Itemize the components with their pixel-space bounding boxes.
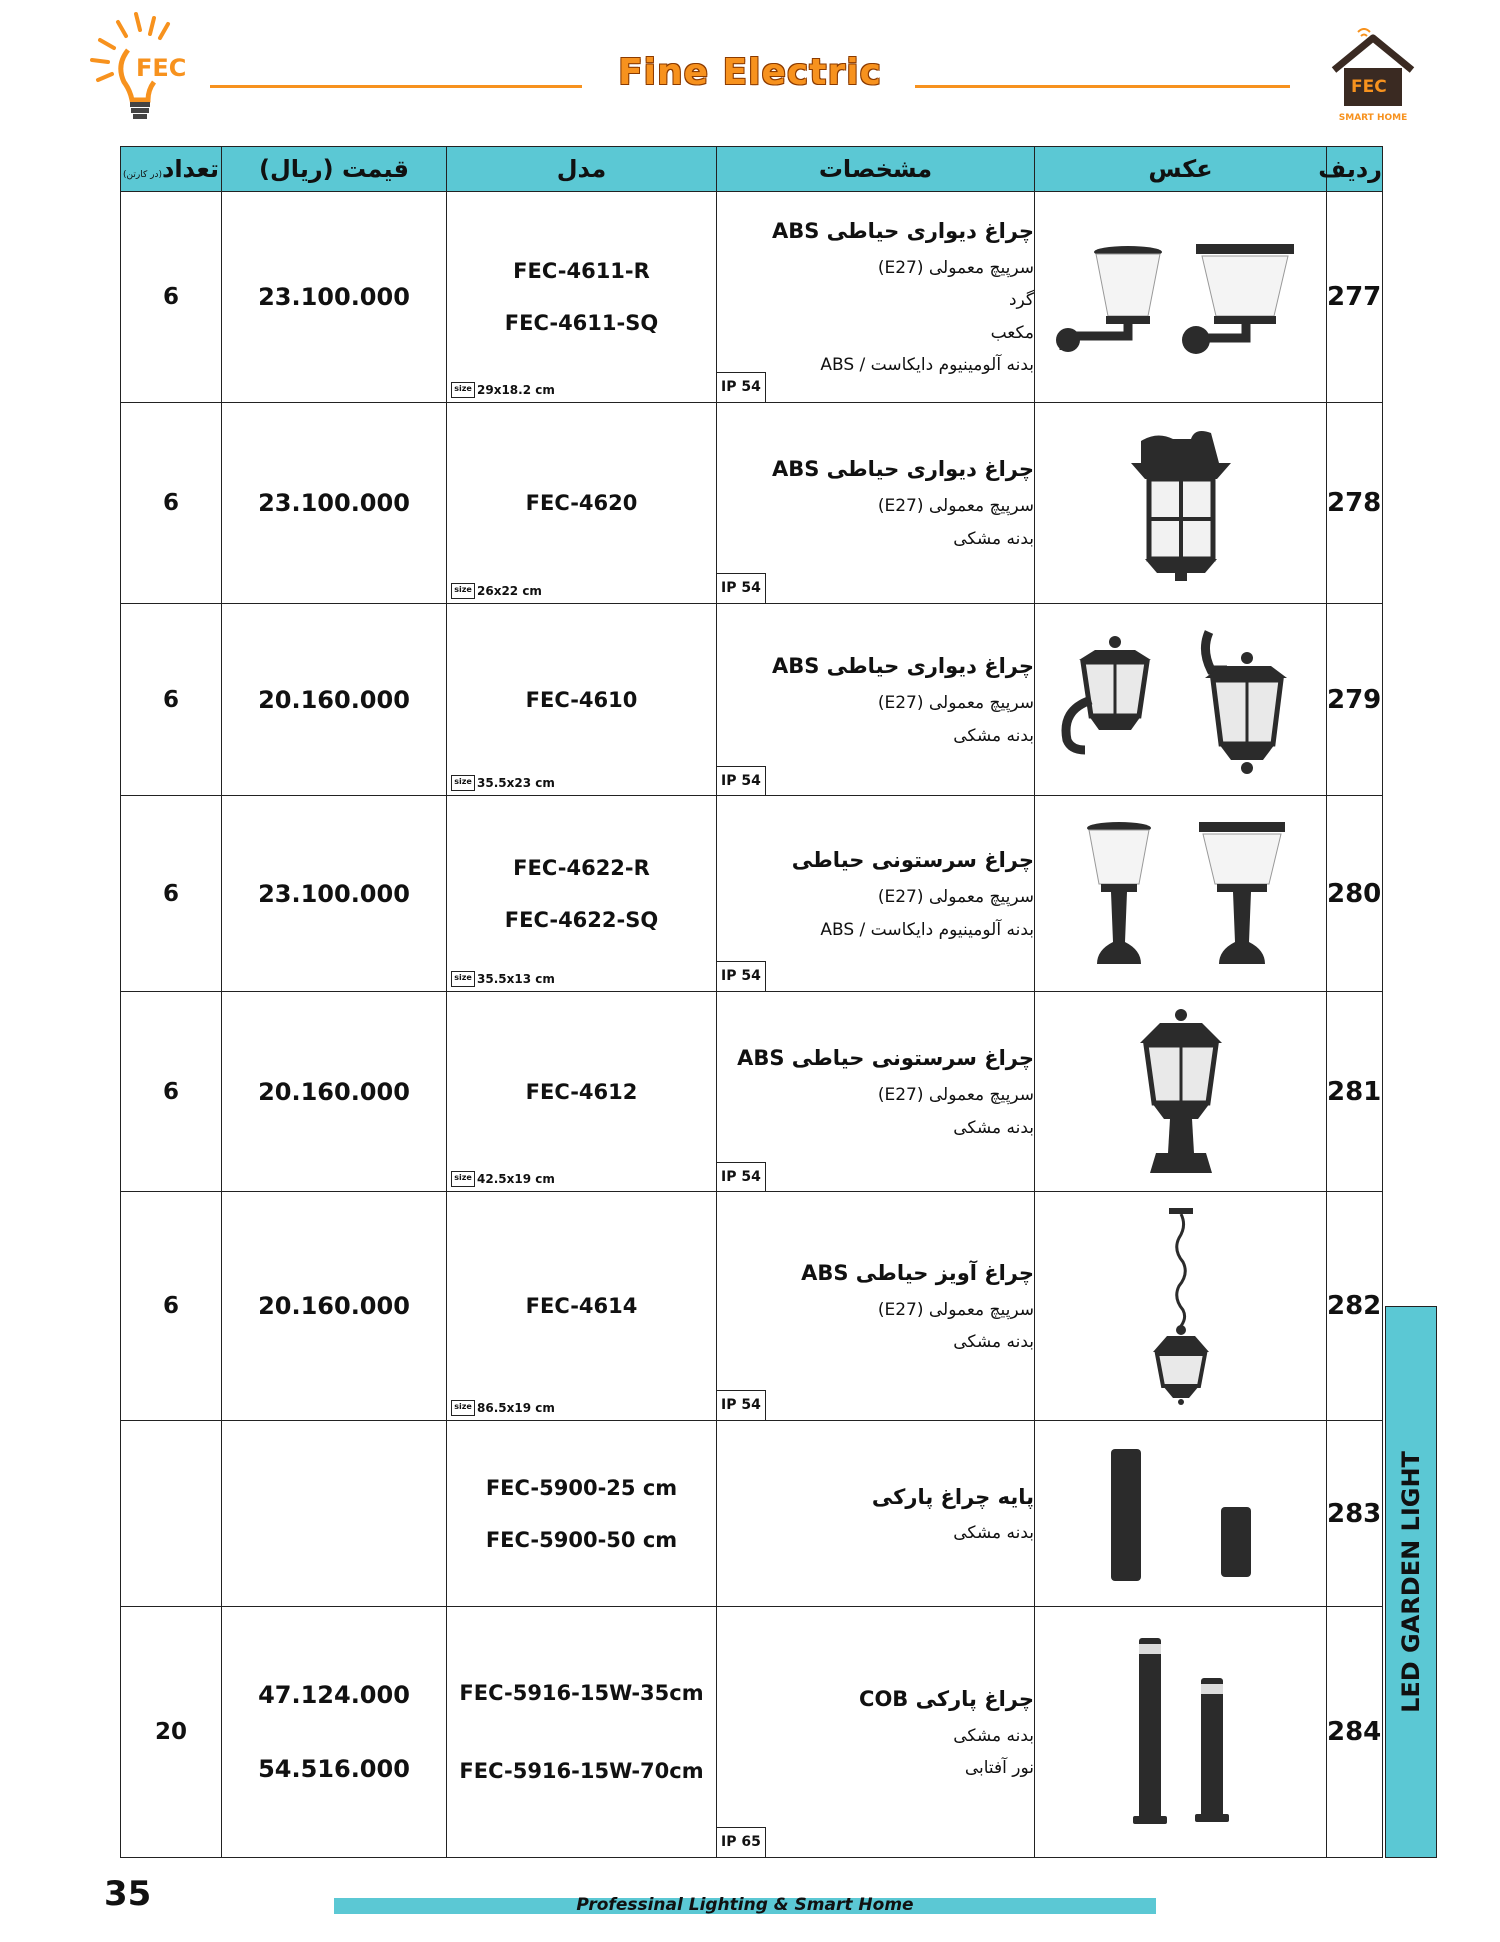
spec-line: بدنه مشکی	[953, 1725, 1034, 1746]
qty-cell	[121, 1420, 222, 1606]
logo-right-text: FEC	[1351, 77, 1387, 97]
size-value: 29x18.2 cm	[477, 382, 555, 397]
model-cell	[447, 796, 717, 991]
spec-line: سرپیچ معمولی (E27)	[877, 258, 1034, 279]
size-icon: size	[451, 583, 475, 599]
size-value: 35.5x23 cm	[477, 776, 555, 791]
ip-rating: IP 54	[717, 1162, 766, 1192]
spec-line: بدنه آلومینیوم دایکاست / ABS	[820, 919, 1034, 940]
size-value: 42.5x19 cm	[477, 1172, 555, 1187]
price-cell	[222, 796, 447, 991]
table-header-row	[121, 147, 1383, 192]
footer-tagline: Professinal Lighting & Smart Home	[576, 1895, 914, 1915]
size-label	[451, 1171, 555, 1187]
row-number: 283	[1327, 1420, 1383, 1606]
spec-line: سرپیچ معمولی (E27)	[877, 887, 1034, 908]
row-number: 282	[1327, 1192, 1383, 1421]
category-side-tab	[1385, 1306, 1437, 1858]
spec-line: سرپیچ معمولی (E27)	[877, 1085, 1034, 1106]
spec-line: بدنه مشکی	[953, 1332, 1034, 1353]
model-code: FEC-5900-25 cm	[485, 1475, 678, 1500]
price-cell	[222, 991, 447, 1191]
model-code: FEC-5900-50 cm	[485, 1527, 678, 1552]
spec-cell	[717, 192, 1035, 403]
table-row	[121, 192, 1383, 403]
spec-cell	[717, 1420, 1035, 1606]
table-row	[121, 1420, 1383, 1606]
category-label: LED GARDEN LIGHT	[1397, 1451, 1425, 1713]
spec-line: سرپیچ معمولی (E27)	[877, 496, 1034, 517]
spec-cell	[717, 603, 1035, 795]
price-cell	[222, 1192, 447, 1421]
model-cell	[447, 402, 717, 603]
page-number: 35	[104, 1874, 152, 1914]
price-cell	[222, 603, 447, 795]
model-code: FEC-4620	[525, 490, 638, 515]
row-number: 284	[1327, 1607, 1383, 1858]
price-value: 20.160.000	[258, 1077, 410, 1106]
price-value: 54.516.000	[258, 1755, 410, 1784]
park-light-base-icon	[1081, 1439, 1281, 1589]
header-image: عکس	[1035, 147, 1327, 192]
wall-lantern-classic-icon	[1061, 620, 1301, 780]
model-code: FEC-4611-SQ	[504, 310, 659, 335]
row-number: 277	[1327, 192, 1383, 403]
row-number: 279	[1327, 603, 1383, 795]
spec-line: بدنه مشکی	[953, 725, 1034, 746]
spec-line: گرد	[1008, 290, 1034, 311]
model-cell	[447, 603, 717, 795]
spec-cell	[717, 1192, 1035, 1421]
table-row	[121, 991, 1383, 1191]
header-row-no: ردیف	[1327, 147, 1383, 192]
spec-cell	[717, 796, 1035, 991]
model-code: FEC-4610	[525, 687, 638, 712]
header-price: قیمت (ریال)	[222, 147, 447, 192]
header-rule-left	[210, 85, 582, 88]
table-row	[121, 1607, 1383, 1858]
spec-title: چراغ دیواری حیاطی ABS	[771, 219, 1034, 244]
bollard-light-icon	[1111, 1632, 1251, 1832]
size-label	[451, 382, 555, 398]
model-cell	[447, 1607, 717, 1858]
spec-line: سرپیچ معمولی (E27)	[877, 1299, 1034, 1320]
spec-line: بدنه مشکی	[953, 1523, 1034, 1544]
ip-rating: IP 54	[717, 766, 766, 796]
pendant-lantern-icon	[1141, 1206, 1221, 1406]
spec-line: مکعب	[990, 322, 1034, 343]
model-code: FEC-4612	[525, 1079, 638, 1104]
logo-right-subtext: SMART HOME	[1338, 113, 1408, 123]
size-label	[451, 583, 542, 599]
spec-line: بدنه مشکی	[953, 1117, 1034, 1138]
size-label	[451, 1400, 555, 1416]
ip-rating: IP 65	[717, 1827, 766, 1857]
spec-title: چراغ دیواری حیاطی ABS	[771, 457, 1034, 482]
price-value: 23.100.000	[258, 488, 410, 517]
wall-lantern-round-square-icon	[1056, 232, 1306, 362]
size-label	[451, 971, 555, 987]
spec-cell	[717, 1607, 1035, 1858]
model-code: FEC-4622-SQ	[504, 907, 659, 932]
spec-title: چراغ دیواری حیاطی ABS	[771, 654, 1034, 679]
model-code: FEC-4614	[525, 1294, 638, 1319]
price-cell	[222, 1607, 447, 1858]
price-cell	[222, 402, 447, 603]
size-value: 35.5x13 cm	[477, 971, 555, 986]
post-top-lantern-icon	[1061, 814, 1301, 974]
price-cell	[222, 192, 447, 403]
qty-cell: 6	[121, 603, 222, 795]
spec-line: بدنه آلومینیوم دایکاست / ABS	[820, 354, 1034, 375]
spec-title: پایه چراغ پارکی	[871, 1484, 1034, 1509]
size-icon: size	[451, 1171, 475, 1187]
model-cell	[447, 1420, 717, 1606]
spec-title: چراغ سرستونی حیاطی ABS	[737, 1046, 1034, 1071]
spec-cell	[717, 402, 1035, 603]
table-row	[121, 1192, 1383, 1421]
header-qty-unit: (در کارتن)	[123, 170, 162, 180]
spec-line: نور آفتابی	[964, 1758, 1034, 1779]
header-qty-label: تعداد	[162, 155, 219, 183]
model-cell	[447, 1192, 717, 1421]
header-qty	[121, 147, 222, 192]
post-top-classic-lantern-icon	[1126, 1007, 1236, 1177]
model-code: FEC-5916-15W-70cm	[459, 1759, 704, 1784]
qty-cell: 6	[121, 796, 222, 991]
brand-title: Fine Electric	[618, 52, 882, 93]
qty-cell: 6	[121, 1192, 222, 1421]
price-value: 20.160.000	[258, 685, 410, 714]
qty-cell: 6	[121, 991, 222, 1191]
size-icon: size	[451, 382, 475, 398]
size-icon: size	[451, 971, 475, 987]
fec-smart-home-logo	[1328, 28, 1418, 123]
qty-cell: 6	[121, 192, 222, 403]
price-cell	[222, 1420, 447, 1606]
ip-rating: IP 54	[717, 372, 766, 402]
size-value: 26x22 cm	[477, 583, 542, 598]
price-value: 23.100.000	[258, 282, 410, 311]
table-row	[121, 796, 1383, 991]
row-number: 281	[1327, 991, 1383, 1191]
qty-cell: 20	[121, 1607, 222, 1858]
model-cell	[447, 192, 717, 403]
size-icon: size	[451, 1400, 475, 1416]
price-value: 47.124.000	[258, 1681, 410, 1710]
spec-line: بدنه مشکی	[953, 528, 1034, 549]
row-number: 280	[1327, 796, 1383, 991]
size-icon: size	[451, 775, 475, 791]
model-code: FEC-4622-R	[513, 855, 650, 880]
spec-title: چراغ سرستونی حیاطی	[791, 848, 1034, 873]
spec-title: چراغ آویز حیاطی ABS	[801, 1260, 1034, 1285]
spec-line: سرپیچ معمولی (E27)	[877, 693, 1034, 714]
header-specs: مشخصات	[717, 147, 1035, 192]
size-value: 86.5x19 cm	[477, 1400, 555, 1415]
header-rule-right	[915, 85, 1290, 88]
model-code: FEC-4611-R	[513, 258, 650, 283]
wall-lantern-cage-icon	[1121, 423, 1241, 583]
spec-title: چراغ پارکی COB	[859, 1686, 1034, 1711]
row-number: 278	[1327, 402, 1383, 603]
table-row	[121, 402, 1383, 603]
model-code: FEC-5916-15W-35cm	[459, 1681, 704, 1706]
ip-rating: IP 54	[717, 1390, 766, 1420]
size-label	[451, 775, 555, 791]
spec-cell	[717, 991, 1035, 1191]
ip-rating: IP 54	[717, 573, 766, 603]
price-value: 20.160.000	[258, 1292, 410, 1321]
ip-rating: IP 54	[717, 961, 766, 991]
header-model: مدل	[447, 147, 717, 192]
logo-left-text: FEC	[136, 54, 187, 82]
table-row	[121, 603, 1383, 795]
price-value: 23.100.000	[258, 879, 410, 908]
qty-cell: 6	[121, 402, 222, 603]
catalog-table	[120, 146, 1383, 1858]
model-cell	[447, 991, 717, 1191]
